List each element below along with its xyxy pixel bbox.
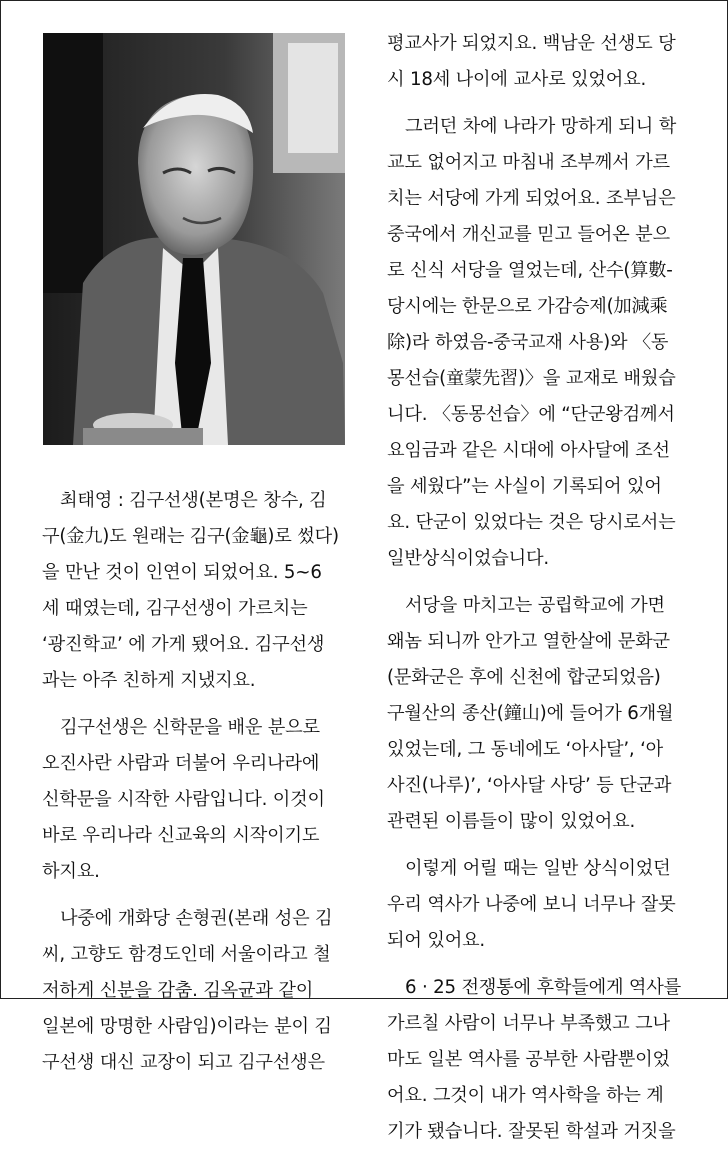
- text-line: 평교사가 되었지요. 백남운 선생도 당: [387, 33, 676, 54]
- text-line: 일반상식이었습니다.: [387, 548, 549, 569]
- text-line: 구(金九)도 원래는 김구(金龜)로 썼다): [42, 526, 339, 547]
- text-line: ‘광진학교’ 에 가게 됐어요. 김구선생: [42, 634, 325, 655]
- text-line: 신학문을 시작한 사람입니다. 이것이: [42, 789, 325, 810]
- paragraph: [42, 710, 358, 890]
- text-line: 을 만난 것이 인연이 되었어요. 5~6: [42, 562, 322, 583]
- text-line: 서당을 마치고는 공립학교에 가면: [405, 595, 665, 616]
- text-line: 구선생 대신 교장이 되고 김구선생은: [42, 1052, 325, 1073]
- text-line: 사진(나루)’, ‘아사달 사당’ 등 단군과: [387, 775, 672, 796]
- paragraph: [387, 851, 717, 959]
- text-line: 관련된 이름들이 많이 있었어요.: [387, 811, 636, 832]
- text-line: 일본에 망명한 사람임)이라는 분이 김: [42, 1016, 332, 1037]
- text-line: 씨, 고향도 함경도인데 서울이라고 철: [42, 944, 331, 965]
- text-line: 치는 서당에 가게 되었어요. 조부님은: [387, 188, 676, 209]
- text-line: 바로 우리나라 신교육의 시작이기도: [42, 825, 320, 846]
- text-line: 김구선생은 신학문을 배운 분으로: [60, 717, 320, 738]
- text-line: 있었는데, 그 동네에도 ‘아사달’, ‘아: [387, 739, 664, 760]
- text-line: 기가 됐습니다. 잘못된 학설과 거짓을: [387, 1121, 676, 1142]
- text-line: 왜놈 되니까 안가고 열한살에 문화군: [387, 631, 670, 652]
- text-line: 세 때였는데, 김구선생이 가르치는: [42, 598, 308, 619]
- right-text-column: [387, 26, 717, 1150]
- text-line: 그러던 차에 나라가 망하게 되니 학: [405, 116, 677, 137]
- text-line: 시 18세 나이에 교사로 있었어요.: [387, 69, 647, 90]
- text-line: 우리 역사가 나중에 보니 너무나 잘못: [387, 894, 676, 915]
- paragraph: [387, 970, 717, 1150]
- text-line: 가르칠 사람이 너무나 부족했고 그나: [387, 1013, 670, 1034]
- text-line: (문화군은 후에 신천에 합군되었음): [387, 667, 661, 688]
- text-line: 어요. 그것이 내가 역사학을 하는 계: [387, 1085, 664, 1106]
- left-text-column: [42, 483, 358, 1081]
- paragraph: [387, 588, 717, 840]
- text-line: 나중에 개화당 손형권(본래 성은 김: [60, 908, 333, 929]
- text-line: 중국에서 개신교를 믿고 들어온 분으: [387, 224, 670, 245]
- text-line: 마도 일본 역사를 공부한 사람뿐이었: [387, 1049, 670, 1070]
- text-line: 6 · 25 전쟁통에 후학들에게 역사를: [405, 977, 682, 998]
- paragraph: [42, 483, 358, 699]
- text-line: 을 세웠다”는 사실이 기록되어 있어: [387, 476, 662, 497]
- text-line: 로 신식 서당을 열었는데, 산수(算數-: [387, 260, 673, 281]
- text-line: 최태영 : 김구선생(본명은 창수, 김: [60, 490, 327, 511]
- text-line: 몽선습(童蒙先習)〉을 교재로 배웠습: [387, 368, 676, 389]
- text-line: 구월산의 종산(鐘山)에 들어가 6개월: [387, 703, 674, 724]
- text-line: 이렇게 어릴 때는 일반 상식이었던: [405, 858, 671, 879]
- text-line: 除)라 하였음-중국교재 사용)와 〈동: [387, 332, 669, 353]
- portrait-photo-icon: [43, 33, 345, 445]
- text-line: 당시에는 한문으로 가감승제(加減乘: [387, 296, 668, 317]
- text-line: 되어 있어요.: [387, 930, 486, 951]
- text-line: 니다. 〈동몽선습〉에 “단군왕검께서: [387, 404, 675, 425]
- paragraph: [42, 901, 358, 1081]
- text-line: 저하게 신분을 감춤. 김옥균과 같이: [42, 980, 314, 1001]
- paragraph: [387, 109, 717, 577]
- text-line: 하지요.: [42, 861, 100, 882]
- paragraph: [387, 26, 717, 98]
- text-line: 요임금과 같은 시대에 아사달에 조선: [387, 440, 670, 461]
- portrait-photo: [43, 33, 345, 445]
- text-line: 오진사란 사람과 더불어 우리나라에: [42, 753, 320, 774]
- text-line: 과는 아주 친하게 지냈지요.: [42, 670, 256, 691]
- text-line: 교도 없어지고 마침내 조부께서 가르: [387, 152, 670, 173]
- text-line: 요. 단군이 있었다는 것은 당시로서는: [387, 512, 676, 533]
